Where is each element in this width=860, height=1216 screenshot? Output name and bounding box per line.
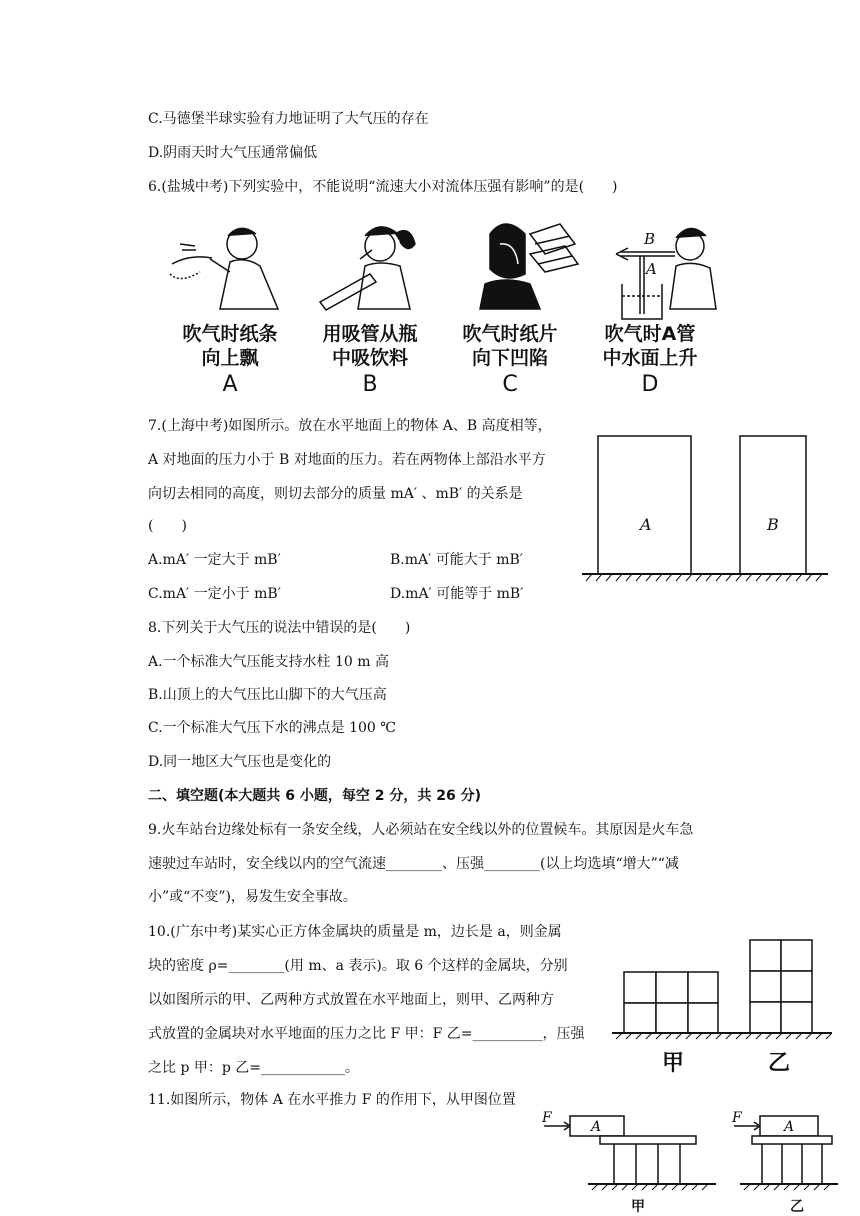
question-10-line-3: 以如图所示的甲、乙两种方式放置在水平地面上，则甲、乙两种方	[148, 992, 554, 1008]
block-a	[598, 436, 691, 574]
letter-c: C	[502, 372, 518, 397]
label-jia: 甲	[662, 1051, 685, 1076]
caption-b: 用吸管从瓶 中吸饮料	[322, 323, 418, 369]
force-f-right: F	[732, 1110, 742, 1126]
block-a-right: A	[784, 1119, 795, 1135]
letter-b: B	[362, 372, 378, 397]
question-10-line-5: 之比 p 甲：p 乙=____________。	[148, 1060, 360, 1076]
option-d-text: D.阴雨天时大气压通常偏低	[148, 145, 318, 161]
option-c-text: C.马德堡半球实验有力地证明了大气压的存在	[148, 111, 429, 127]
q11-label-jia: 甲	[631, 1199, 645, 1215]
q7-option-c: C.mA′ 一定小于 mB′	[148, 586, 281, 602]
stack-yi	[750, 940, 812, 1033]
question-7-line-1: 7.(上海中考)如图所示。放在水平地面上的物体 A、B 高度相等，	[148, 418, 552, 434]
q11-label-yi: 乙	[790, 1199, 804, 1215]
q8-option-a: A.一个标准大气压能支持水柱 10 m 高	[148, 654, 390, 670]
caption-d: 吹气时A管 中水面上升	[602, 323, 698, 369]
section-2-heading: 二、填空题(本大题共 6 小题，每空 2 分，共 26 分)	[148, 788, 482, 804]
block-b	[740, 436, 806, 574]
letter-a: A	[222, 372, 238, 397]
question-6-text: 6.(盐城中考)下列实验中，不能说明“流速大小对流体压强有影响”的是( )	[148, 179, 618, 195]
table-jia	[541, 1110, 716, 1190]
block-b-label: B	[767, 515, 779, 534]
question-10-line-4: 式放置的金属块对水平地面的压力之比 F 甲：F 乙=__________，压强	[148, 1026, 585, 1042]
question-9-line-2: 速驶过车站时，安全线以内的空气流速________、压强________(以上均选填“增大”“减	[148, 856, 679, 872]
question-10-line-2: 块的密度 ρ=________(用 m、a 表示)。取 6 个这样的金属块，分别	[148, 958, 568, 974]
ground-hatch	[586, 574, 822, 581]
q7-option-a: A.mA′ 一定大于 mB′	[148, 552, 281, 568]
q11-tables-figure	[540, 1108, 840, 1194]
block-a-left: A	[591, 1119, 602, 1135]
question-11-line-1: 11.如图所示，物体 A 在水平推力 F 的作用下，从甲图位置	[148, 1092, 516, 1108]
person-a-illustration	[170, 228, 278, 309]
force-f-left: F	[542, 1110, 552, 1126]
question-7-line-2: A 对地面的压力小于 B 对地面的压力。若在两物体上部沿水平方	[148, 452, 546, 468]
svg-text:B: B	[644, 230, 656, 248]
q7-option-b: B.mA′ 可能大于 mB′	[390, 552, 523, 568]
q8-option-c: C.一个标准大气压下水的沸点是 100 ℃	[148, 720, 396, 736]
q6-illustrations	[160, 214, 720, 324]
question-7-line-3: 向切去相同的高度，则切去部分的质量 mA′ 、mB′ 的关系是	[148, 486, 523, 502]
letter-d: D	[641, 372, 659, 397]
person-c-illustration	[480, 224, 578, 309]
label-yi: 乙	[768, 1051, 791, 1076]
person-d-illustration	[616, 228, 716, 319]
question-9-line-1: 9.火车站台边缘处标有一条安全线，人必须站在安全线以外的位置候车。其原因是火车急	[148, 822, 694, 838]
q8-option-d: D.同一地区大气压也是变化的	[148, 754, 332, 770]
stack-jia	[624, 972, 718, 1033]
question-8-text: 8.下列关于大气压的说法中错误的是( )	[148, 620, 411, 636]
block-a-label: A	[640, 515, 652, 534]
table-yi	[731, 1110, 838, 1190]
q7-option-d: D.mA′ 可能等于 mB′	[390, 586, 524, 602]
q8-option-b: B.山顶上的大气压比山脚下的大气压高	[148, 687, 387, 703]
q7-blocks-figure	[578, 432, 832, 582]
q6-figure	[160, 214, 720, 404]
question-7-line-4: ( )	[148, 518, 187, 534]
question-10-line-1: 10.(广东中考)某实心正方体金属块的质量是 m，边长是 a，则金属	[148, 924, 562, 940]
caption-a: 吹气时纸条 向上飘	[182, 323, 278, 369]
question-9-line-3: 小”或“不变”)，易发生安全事故。	[148, 889, 357, 905]
svg-text:A: A	[646, 260, 657, 278]
q10-cubes-figure	[610, 938, 834, 1040]
caption-c: 吹气时纸片 向下凹陷	[462, 323, 558, 369]
person-b-illustration	[320, 227, 415, 310]
